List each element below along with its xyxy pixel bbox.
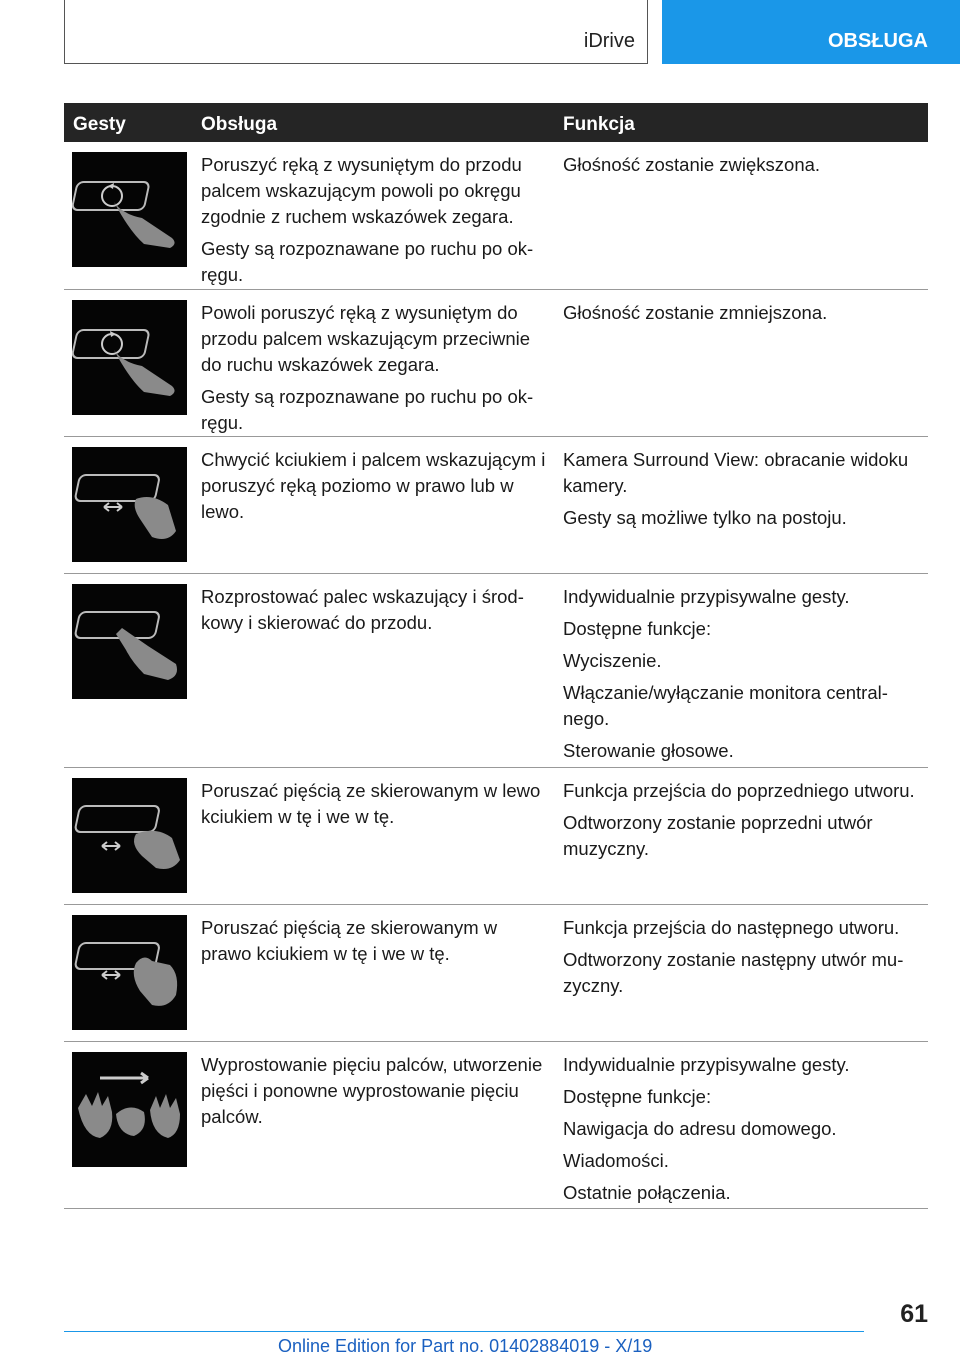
- operation-text: Poruszać pięścią ze skierowanym w lewo kciukiem w tę i we w tę.: [201, 780, 541, 827]
- operation-text: Chwycić kciukiem i palcem wskazującym i poruszyć ręką poziomo w prawo lub w lewo.: [201, 449, 546, 522]
- table-row: [64, 142, 928, 290]
- header-gestures: Gesty: [73, 114, 126, 135]
- gesture-fist-thumb-right-icon: [72, 915, 187, 1030]
- table-row: [64, 574, 928, 768]
- function-text: Indywidualnie przypisywalne gesty.: [563, 1054, 850, 1075]
- operation-text: Poruszać pięścią ze skierowanym w prawo kciukiem w tę i we w tę.: [201, 917, 498, 964]
- function-text: Odtworzony zostanie następny utwór muzyczny.: [563, 949, 904, 996]
- function-text: Wiadomości.: [563, 1150, 669, 1171]
- function-text: Odtworzony zostanie poprzedni utwór muzyczny.: [563, 812, 873, 859]
- gesture-two-fingers-point-icon: [72, 584, 187, 699]
- table-row: [64, 905, 928, 1042]
- gesture-fist-thumb-left-icon: [72, 778, 187, 893]
- function-text: Włączanie/wyłączanie monitora centralnego.: [563, 682, 888, 729]
- function-text: Sterowanie głosowe.: [563, 740, 734, 761]
- gesture-table: [64, 103, 928, 1209]
- gesture-pinch-swipe-icon: [72, 447, 187, 562]
- header-section-box: [64, 0, 648, 64]
- operation-text: Poruszyć ręką z wysuniętym do przodu palcem wskazującym powoli po okręgu zgodnie z ruchem wskazówek zegara.: [201, 154, 522, 227]
- gesture-circle-counterclockwise-icon: [72, 300, 187, 415]
- header-operation: Obsługa: [201, 114, 278, 135]
- function-text: Kamera Surround View: obracanie widoku kamery.: [563, 449, 909, 496]
- table-row: [64, 768, 928, 905]
- footer-edition-link[interactable]: Online Edition for Part no. 01402884019 - X/19: [278, 1336, 653, 1356]
- function-text: Wyciszenie.: [563, 650, 662, 671]
- function-text: Dostępne funkcje:: [563, 618, 712, 639]
- footer-divider: [64, 1331, 864, 1332]
- table-header: [64, 103, 928, 142]
- table-row: [64, 1042, 928, 1209]
- section-title: iDrive: [583, 30, 635, 52]
- function-text: Ostatnie połączenia.: [563, 1182, 731, 1203]
- function-text: Dostępne funkcje:: [563, 1086, 712, 1107]
- operation-text: Gesty są rozpoznawane po ruchu po okręgu.: [201, 386, 534, 433]
- operation-text: Wyprostowanie pięciu palców, utworzenie pięści i ponowne wyprostowanie pięciu palców.: [201, 1054, 543, 1127]
- chapter-tab[interactable]: [662, 0, 960, 64]
- table-row: [64, 290, 928, 437]
- function-text: Funkcja przejścia do następnego utworu.: [563, 917, 900, 938]
- gesture-open-fist-open-icon: [72, 1052, 187, 1167]
- table-row: [64, 437, 928, 574]
- gesture-circle-clockwise-icon: [72, 152, 187, 267]
- header-function: Funkcja: [563, 114, 635, 135]
- function-text: Nawigacja do adresu domowego.: [563, 1118, 837, 1139]
- function-text: Gesty są możliwe tylko na postoju.: [563, 507, 847, 528]
- operation-text: Gesty są rozpoznawane po ruchu po okręgu.: [201, 238, 534, 285]
- function-text: Funkcja przejścia do poprzedniego utworu.: [563, 780, 915, 801]
- function-text: Głośność zostanie zwiększona.: [563, 154, 821, 175]
- operation-text: Powoli poruszyć ręką z wysuniętym do przodu palcem wskazującym przeciwnie do ruchu wskazówek zegara.: [201, 302, 531, 375]
- chapter-title: OBSŁUGA: [828, 30, 928, 52]
- page-number: 61: [900, 1300, 928, 1328]
- function-text: Głośność zostanie zmniejszona.: [563, 302, 828, 323]
- function-text: Indywidualnie przypisywalne gesty.: [563, 586, 850, 607]
- operation-text: Rozprostować palec wskazujący i środkowy i skierować do przodu.: [201, 586, 524, 633]
